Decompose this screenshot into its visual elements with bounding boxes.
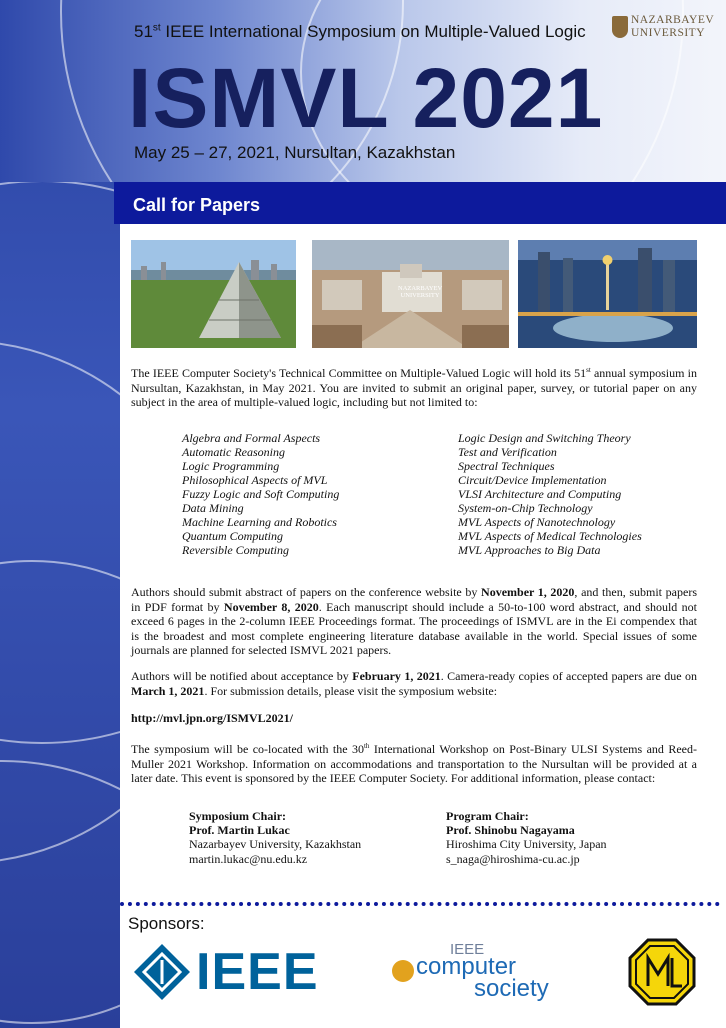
mvl-octagon-icon [628,938,696,1006]
ieee-diamond-icon [132,942,192,1002]
colocation-paragraph: The symposium will be co-located with the 30th International Workshop on Post-Binary ULSI Systems and Reed-Muller 2021 Workshop. Information on accommodations and transportation to the Nursultan will be provided at a later date. This event is sponsored by the IEEE Computer Society. For additional information, please contact: [131,742,697,785]
topic-item: Machine Learning and Robotics [182,515,337,529]
computer-society-emblem-icon [392,960,414,982]
topic-item: Philosophical Aspects of MVL [182,473,328,487]
topic-item: Test and Verification [458,445,557,459]
topic-item: MVL Aspects of Nanotechnology [458,515,616,529]
topic-item: MVL Approaches to Big Data [458,543,601,557]
campus-sign: NAZARBAYEV UNIVERSITY [398,285,443,299]
program-chair-contact: Program Chair: Prof. Shinobu Nagayama Hiroshima City University, Japan s_naga@hiroshima-cu.ac.jp [446,809,607,866]
ieee-logo: IEEE [132,942,332,1002]
topic-item: Fuzzy Logic and Soft Computing [182,487,340,501]
chair-email[interactable]: s_naga@hiroshima-cu.ac.jp [446,851,580,866]
topic-item: Logic Design and Switching Theory [458,431,631,445]
university-campus-photo [312,240,509,348]
nazarbayev-university-logo: NAZARBAYEV UNIVERSITY [612,14,722,44]
topic-item: Algebra and Formal Aspects [182,431,321,445]
pyramid-photo [131,240,296,348]
topic-item: Quantum Computing [182,529,284,543]
ieee-computer-society-logo: IEEE computer society [392,942,562,1004]
symposium-name: 51st IEEE International Symposium on Multiple-Valued Logic [134,22,586,41]
topic-item: Reversible Computing [182,543,289,557]
submission-paragraph: Authors should submit abstract of papers on the conference website by November 1, 2020, and then, submit papers in PDF format by November 8, 2020. Each manuscript should include a 50-to-100 word abstract, and should not exceed 6 pages in the 2-column IEEE Proceedings format. The proceedings of ISMVL are in the Ei compendex that is the broadest and most complete engineering literature database available in the world. Special issues of some journals are planned for selected ISMVL 2021 papers. [131,585,698,657]
topic-item: Automatic Reasoning [182,445,285,459]
topic-item: VLSI Architecture and Computing [458,487,622,501]
shield-icon [612,16,628,38]
topics-left-column [182,431,339,557]
conference-dates: May 25 – 27, 2021, Nursultan, Kazakhstan [134,143,456,162]
intro-paragraph: The IEEE Computer Society's Technical Committee on Multiple-Valued Logic will hold its 51st annual symposium in Nursultan, Kazakhstan, in May 2021. You are invited to submit an original paper, survey, or tutorial paper on any subject in the area of multiple-valued logic, including but not limited to: [131,366,697,409]
symposium-website-link[interactable]: http://mvl.jpn.org/ISMVL2021/ [131,711,294,725]
topic-item: Spectral Techniques [458,459,555,473]
dotted-divider [120,902,720,906]
topic-item: Circuit/Device Implementation [458,473,607,487]
topic-item: Logic Programming [182,459,280,473]
topic-item: Data Mining [182,501,244,515]
topics-right-column [458,431,642,557]
sponsors-label: Sponsors: [128,914,205,933]
conference-title: ISMVL 2021 [128,51,604,145]
city-night-photo [518,240,697,348]
symposium-chair-contact: Symposium Chair: Prof. Martin Lukac Nazarbayev University, Kazakhstan martin.lukac@nu.edu.kz [189,809,362,866]
mvl-committee-logo [628,938,696,1006]
topic-item: System-on-Chip Technology [458,501,593,515]
notification-paragraph: Authors will be notified about acceptance by February 1, 2021. Camera-ready copies of accepted papers are due on March 1, 2021. For submission details, please visit the symposium website: [131,669,698,698]
topic-item: MVL Aspects of Medical Technologies [458,529,642,543]
call-for-papers-heading: Call for Papers [133,195,261,215]
chair-email[interactable]: martin.lukac@nu.edu.kz [189,851,308,866]
